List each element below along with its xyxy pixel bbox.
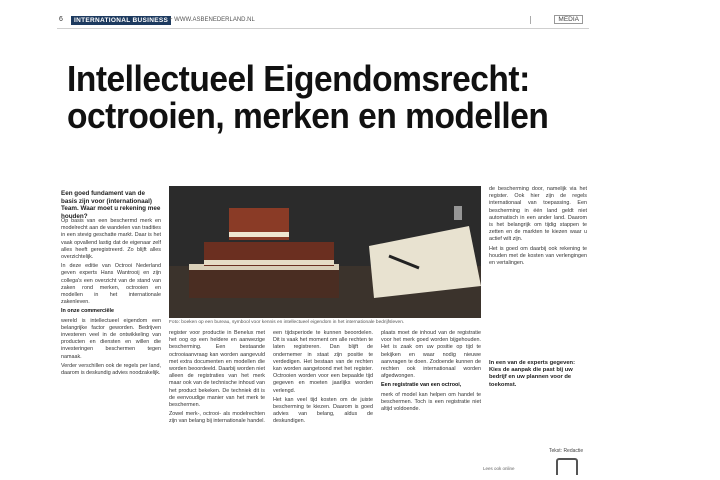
photo-caption: Foto: boeken op een bureau, symbool voor kennis en intellectueel eigendom in het internationale bedrijfsleven. (169, 320, 405, 325)
magazine-page (57, 10, 589, 475)
col2-paragraph: Zowel merk-, octrooi- als modelrechten zijn van belang bij internationale handel. (169, 411, 265, 425)
col3-paragraph: een tijdsperiode te kunnen beoordelen. Dit is vaak het moment om alle rechten te laten registreren. Dan blijft de ondernemer in staat zijn positie te verdedigen. Het bestaan van de rechten kan worden aangetoond met het register. Octrooien worden voor een bepaalde tijd gegeven en moeten jaarlijks worden verlengd. (273, 330, 373, 394)
col4-paragraph: plaats moet de inhoud van de registratie voor het merk goed worden bijgehouden. Het is zaak om uw positie op tijd te bekijken en waar nodig nieuwe aanvragen te doen. Zodoende kunnen de rechten ook internationaal worden afgedwongen. (381, 330, 481, 380)
column-1 (61, 218, 161, 475)
col4-paragraph: merk of model kan helpen om handel te beschermen. Toch is een registratie niet altijd voldoende. (381, 391, 481, 413)
section-badge: INTERNATIONAL BUSINESS (71, 16, 171, 25)
col1-paragraph: wereld is intellectueel eigendom een belangrijke factor geworden. Bedrijven investeren veel in de ontwikkeling van producten en diensten en willen die investeringen beschermen tegen namaak. (61, 317, 161, 360)
col1-subhead: In onze commerciële (61, 308, 115, 315)
tablet-icon (556, 458, 578, 475)
author-credit: Tekst: Redactie (549, 448, 584, 454)
col1-paragraph: In deze editie van Octrooi Nederland geven experts Hans Wantrooij en zijn collega's een overzicht van de stand van zaken rond merken, octrooien en modellen in het internationale zakenleven. (61, 263, 161, 306)
column-3 (273, 330, 373, 475)
books-illustration (169, 186, 481, 318)
brand-mark-icon (530, 16, 549, 24)
tablet-label: Lees ook online (483, 466, 515, 471)
pull-quote: In een van de experts gegeven: Kies de aanpak die past bij uw bedrijf en uw plannen voor de toekomst. (489, 360, 576, 388)
page-number: 6 (59, 16, 63, 23)
brand-logo: MEDIA (554, 15, 583, 24)
col2-paragraph: register voor productie in Benelux met het oog op een heldere en aanwezige bescherming. Een bestaande octrooiaanvraag kan worden aangevuld met extra documenten en modellen die worden beoordeeld. Daarbij worden niet alleen de registraties van het merk maar ook van de technische inhoud van het product bekeken. De techniek dit is de eenvoudige manier van het merk te beschermen. (169, 330, 265, 409)
article-title (67, 60, 551, 134)
column-5 (489, 186, 587, 356)
col1-paragraph: Verder verschillen ook de regels per land, daarom is deskundig advies noodzakelijk. (61, 362, 161, 377)
title-line-2: octrooien, merken en modellen (67, 95, 549, 136)
col1-paragraph: Op basis van een beschermd merk en modelrecht aan de wandelen van tradities in een stevig geschatte markt. Daar is het vaak opvallend lastig dat de eigenaar zelf alles heeft geregistreerd. Zo blijft alles overzichtelijk. (61, 218, 161, 261)
col4-subhead: Een registratie van een octrooi, (381, 382, 462, 389)
article-photo (169, 186, 481, 318)
column-4 (381, 330, 481, 475)
article-lead: Een goed fundament van de basis zijn voor (internationaal) Team. Waar moet u rekening mee houden? (61, 190, 161, 220)
page-header (57, 14, 589, 29)
col5-paragraph: de bescherming door, namelijk via het register. Ook hier zijn de regels internationaal van toepassing. Een bescherming in één land geldt niet automatisch in een ander land. Daarom is het belangrijk om tijdig stappen te zetten en de markten te kiezen waar u actief wilt zijn. (489, 186, 587, 243)
col3-paragraph: Het kan veel tijd kosten om de juiste bescherming te kiezen. Daarom is goed advies van belang, aldus de deskundigen. (273, 396, 373, 425)
site-url: + WWW.ASBENEDERLAND.NL (169, 17, 255, 23)
column-2 (169, 330, 265, 475)
title-line-1: Intellectueel Eigendomsrecht: (67, 58, 530, 99)
col5-paragraph: Het is goed om daarbij ook rekening te houden met de kosten van verlengingen en vertalingen. (489, 245, 587, 267)
